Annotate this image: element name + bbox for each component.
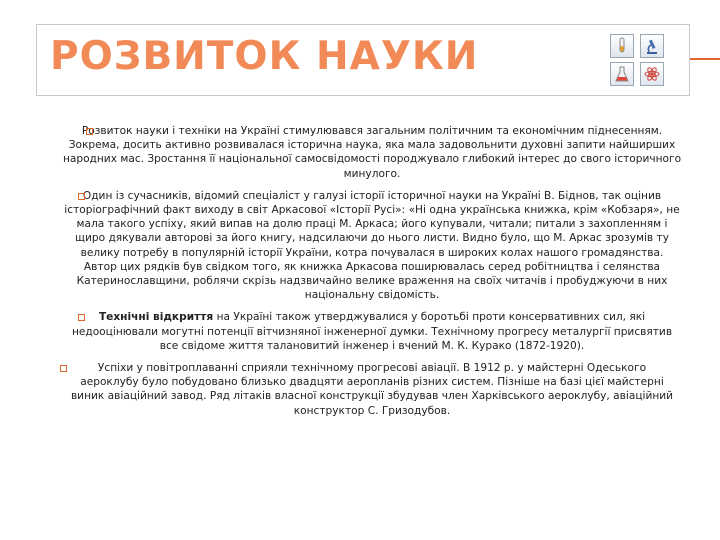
square-bullet-icon [78, 314, 85, 321]
paragraph-text: Розвиток науки і техніки на Україні стимулювався загальним політичним та економічним піднесенням. Зокрема, досить активно розвивалася історична наука, яка мала задовольнити духовні запити найширших народних мас. Зростання її національної самосвідомості породжувало глибокий інтерес до свого історичного минулого. [62, 125, 682, 180]
flask-icon [610, 62, 634, 86]
paragraph-4 [56, 361, 688, 418]
paragraph-text: Один із сучасників, відомий спеціаліст у галузі історії історичної науки на Україні В. Біднов, так оцінив історіографічний факт виходу в світ Аркасової «Історії Русі»: «Ні одна українська книжка, крім «Кобзаря», не мала такого успіху, який випав на долю праці М. Аркаса; його купували, читали; питали з захопленням і щиро дякували авторові за його книгу, надсилаючи до нього листи. Видно було, що М. Аркас зрозумів ту велику потребу в популярній історії України, котра почувалася в широких колах нашого громадянства. Автор цих рядків був свідком того, як книжка Аркасова поширювалась серед робітництва і селянства Катеринославщини, роблячи скрізь надзвичайно велике враження на своїх читачів і пробуджуючи в них національну свідомість. [64, 189, 680, 302]
science-icons [610, 34, 680, 88]
paragraph-2 [56, 189, 688, 303]
paragraph-text: Успіхи у повітроплаванні сприяли технічному прогресові авіації. В 1912 р. у майстерні Одеського аероклубу було побудовано близько двадцяти аеропланів різних систем. Пізніше на базі цієї майстерні виник авіаційний завод. Ряд літаків власної конструкції збудував член Харківського аероклубу, авіаційний конструктор С. Гризодубов. [70, 362, 674, 417]
square-bullet-icon [60, 365, 67, 372]
square-bullet-icon [86, 128, 93, 135]
slide-title: РОЗВИТОК НАУКИ [50, 34, 479, 79]
square-bullet-icon [78, 193, 85, 200]
microscope-icon [640, 34, 664, 58]
paragraph-1 [56, 124, 688, 181]
atom-icon [640, 62, 664, 86]
slide-body [56, 124, 688, 426]
accent-line [690, 58, 720, 60]
paragraph-lead: Технічні відкриття [98, 311, 214, 324]
paragraph-3 [56, 310, 688, 353]
paragraph-text: на Україні також утверджувалися у боротьбі проти консервативних сил, які недооцінювали могутні потенції вітчизняної інженерної думки. Технічному прогресу металургії присвятив все свідоме життя талановитий інженер і вчений М. К. Курако (1872-1920). [71, 311, 673, 352]
test-tube-icon [610, 34, 634, 58]
